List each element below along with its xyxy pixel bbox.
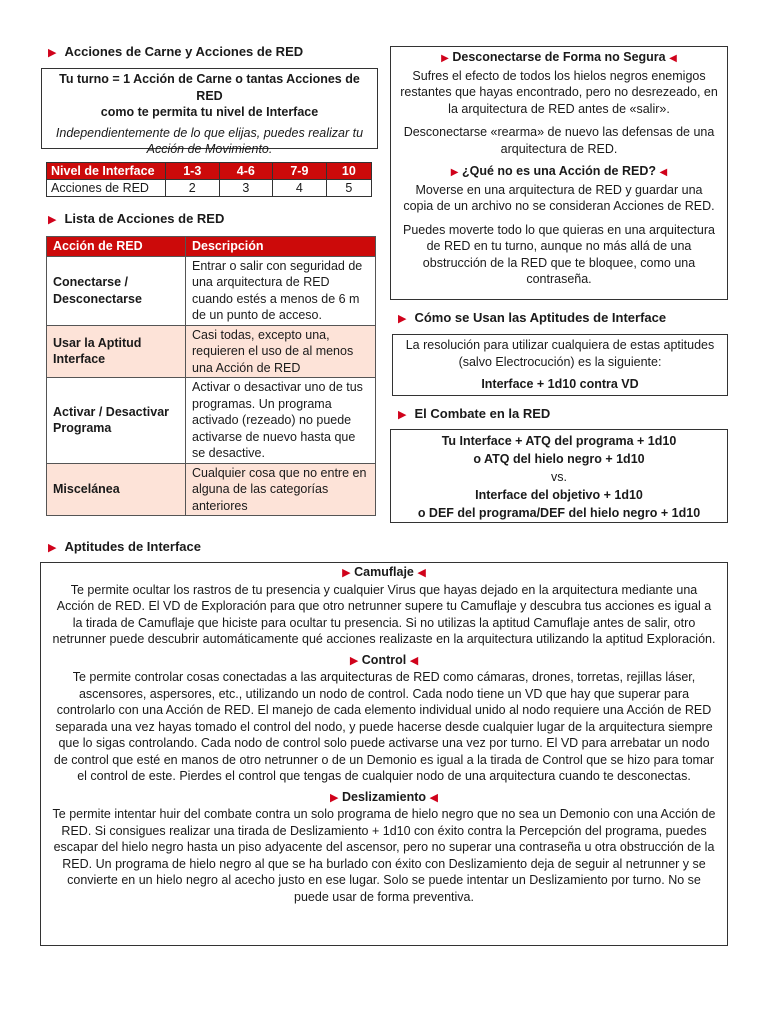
desconectarse-p1: Sufres el efecto de todos los hielos negros enemigos restantes que hayas encontrado, pero no desrezeado, en la arquitectura de RED antes de «salir». xyxy=(400,68,718,116)
action-name: Miscelánea xyxy=(47,463,186,516)
level-row-label: Acciones de RED xyxy=(47,180,166,197)
combate-line: o ATQ del hielo negro + 1d10 xyxy=(473,452,645,466)
camuflaje-title: ▶ Camuflaje ◀ xyxy=(342,565,426,579)
table-row xyxy=(47,325,376,378)
level-value-cell: 2 xyxy=(166,180,220,197)
control-text: Te permite controlar cosas conectadas a las arquitecturas de RED como cámaras, drones, torretas, rejillas láser, ascensores, aspersores, etc., utilizando un nodo de control. Cada nodo tiene un VD que hay que superar para controlarlo con una Acción de RED. El manejo de cada elemento individual unido al nodo requiere una Acción de RED separada una vez hayas tomado el control del nodo, y puede hacerse desde cualquier lugar de la arquitectura siempre que lo sigas controlando. Cada nodo de control solo puede activarse una vez por turno. El VD para arrebatar un nodo de control que esté en manos de otro netrunner o de un Demonio es igual a la tirada de Control que se hizo para tomar el control de este. Pierdes el control que tengas de cualquier nodo de una arquitectura cuando te desconectas. xyxy=(53,670,715,783)
level-header-cell: Nivel de Interface xyxy=(47,163,166,180)
deslizamiento-title: ▶ Deslizamiento ◀ xyxy=(330,789,438,804)
action-name: Usar la Aptitud Interface xyxy=(47,325,186,378)
turno-line-2: como te permita tu nivel de Interface xyxy=(100,105,319,119)
camuflaje-text: Te permite ocultar los rastros de tu presencia y cualquier Virus que hayas dejado en la arquitectura mediante una Acción de RED. El VD de Exploración para que otro netrunner supere tu Camuflaje y descubra tus acciones es igual a la tirada de Camuflaje que hiciste para ocultar tu presencia. Si no utilizas la aptitud Camuflaje antes de salir, otro netrunner puede descubrir automáticamente qué acciones realizaste en la arquitectura utilizando la aptitud Exploración. xyxy=(52,582,716,646)
turno-line-1: Tu turno = 1 Acción de Carne o tantas Acciones de RED xyxy=(59,72,360,103)
deslizamiento-text: Te permite intentar huir del combate contra un solo programa de hielo negro que no sea un Demonio con una Acción de RED. Si consigues realizar una tirada de Deslizamiento + 1d10 con éxito contra la Percepción del programa, puedes escapar del hielo negro hasta un piso adyacente del ascensor, pero no superar una contraseña u otra obstrucción de la RED. Un programa de hielo negro al que se ha burlado con éxito con Deslizamiento deja de seguir al netrunner y se convierte en un hielo negro al acecho justo en ese lugar. Solo se puede intentar un Deslizamiento por turno. No se puede usar de forma preventiva. xyxy=(52,807,716,904)
como-box xyxy=(392,334,728,396)
actions-header-cell: Descripción xyxy=(186,237,376,257)
level-table-row xyxy=(47,180,372,197)
combate-box xyxy=(390,429,728,523)
combate-section-title: ▶ El Combate en la RED xyxy=(398,406,551,421)
aptitudes-section-title: ▶ Aptitudes de Interface xyxy=(48,539,201,554)
que-no-p2: Puedes moverte todo lo que quieras en una arquitectura de RED en tu turno, aunque no más allá de una obstrucción de la RED que te bloquee, como una contraseña. xyxy=(402,222,715,286)
level-header-cell: 4-6 xyxy=(219,163,273,180)
right-triangle-icon: ▶ xyxy=(342,567,351,579)
como-formula: Interface + 1d10 contra VD xyxy=(481,377,639,391)
level-table xyxy=(46,162,372,197)
action-name: Conectarse / Desconectarse xyxy=(47,256,186,325)
action-desc: Casi todas, excepto una, requieren el uso de al menos una Acción de RED xyxy=(186,325,376,378)
left-triangle-icon: ◀ xyxy=(409,654,419,667)
level-value-cell: 5 xyxy=(326,180,371,197)
action-name: Activar / Desactivar Programa xyxy=(47,378,186,464)
right-triangle-icon: ▶ xyxy=(398,409,407,421)
level-header-cell: 1-3 xyxy=(166,163,220,180)
que-no-p1: Moverse en una arquitectura de RED y guardar una copia de un archivo no se consideran Acciones de RED. xyxy=(403,182,715,213)
left-triangle-icon: ◀ xyxy=(659,167,668,178)
level-header-cell: 7-9 xyxy=(273,163,327,180)
table-row xyxy=(47,256,376,325)
list-section-title: ▶ Lista de Acciones de RED xyxy=(48,211,225,226)
right-triangle-icon: ▶ xyxy=(441,53,449,64)
como-text: La resolución para utilizar cualquiera de estas aptitudes (salvo Electrocución) es la siguiente: xyxy=(405,338,715,369)
right-triangle-icon: ▶ xyxy=(48,214,57,226)
turno-note: Independientemente de lo que elijas, puedes realizar tu Acción de Movimiento. xyxy=(55,125,364,156)
level-value-cell: 4 xyxy=(273,180,327,197)
combate-line: o DEF del programa/DEF del hielo negro + 1d10 xyxy=(417,506,701,520)
table-row xyxy=(47,378,376,464)
left-triangle-icon: ◀ xyxy=(669,53,677,64)
level-table-header xyxy=(47,163,372,180)
right-triangle-icon: ▶ xyxy=(48,542,57,554)
desconectarse-title: ▶ Desconectarse de Forma no Segura ◀ xyxy=(441,50,677,64)
left-triangle-icon: ◀ xyxy=(429,791,438,804)
combate-line: Tu Interface + ATQ del programa + 1d10 xyxy=(441,434,677,448)
combate-line: Interface del objetivo + 1d10 xyxy=(475,488,643,502)
desconectarse-box xyxy=(390,46,728,300)
level-value-cell: 3 xyxy=(219,180,273,197)
carne-section-title: ▶ Acciones de Carne y Acciones de RED xyxy=(48,44,304,59)
right-triangle-icon: ▶ xyxy=(450,167,459,178)
right-triangle-icon: ▶ xyxy=(398,313,407,325)
action-desc: Activar o desactivar uno de tus programas. Un programa activado (rezeado) no puede activarse de nuevo hasta que se desactive. xyxy=(186,378,376,464)
actions-header-cell: Acción de RED xyxy=(47,237,186,257)
como-section-title: ▶ Cómo se Usan las Aptitudes de Interface xyxy=(398,310,667,325)
desconectarse-p2: Desconectarse «rearma» de nuevo las defensas de una arquitectura de RED. xyxy=(403,125,715,156)
action-desc: Entrar o salir con seguridad de una arquitectura de RED cuando estés a menos de 6 m de un punto de acceso. xyxy=(186,256,376,325)
action-desc: Cualquier cosa que no entre en alguna de las categorías anteriores xyxy=(186,463,376,516)
actions-table-header xyxy=(47,237,376,257)
right-triangle-icon: ▶ xyxy=(48,47,57,59)
actions-table xyxy=(46,236,376,516)
right-triangle-icon: ▶ xyxy=(330,791,339,804)
turno-box xyxy=(41,68,378,156)
control-title: ▶ Control ◀ xyxy=(349,652,419,667)
right-triangle-icon: ▶ xyxy=(349,654,359,667)
que-no-title: ▶ ¿Qué no es una Acción de RED? ◀ xyxy=(450,164,668,178)
aptitudes-box xyxy=(40,562,728,946)
table-row xyxy=(47,463,376,516)
left-triangle-icon: ◀ xyxy=(417,567,426,579)
combate-line: vs. xyxy=(551,470,567,484)
level-header-cell: 10 xyxy=(326,163,371,180)
